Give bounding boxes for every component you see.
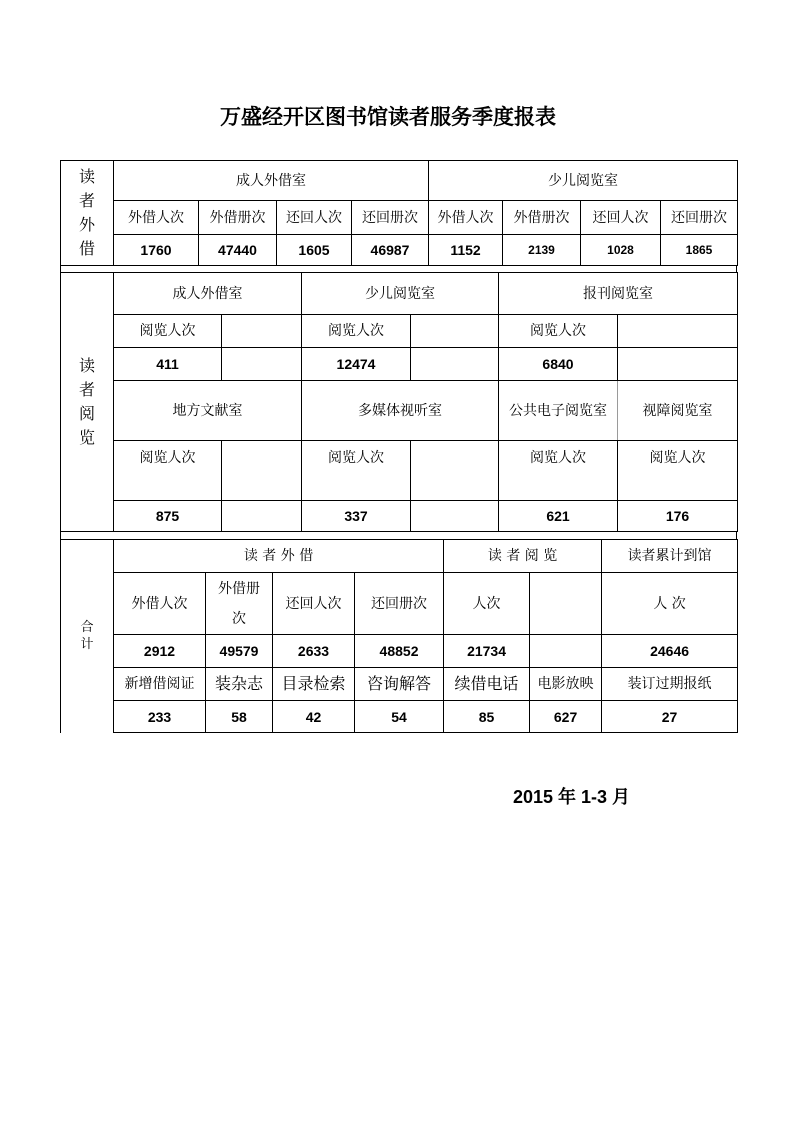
lending-header: 外借册次 xyxy=(199,201,277,235)
reading-room-adult: 成人外借室 xyxy=(114,273,302,315)
reading-room-children: 少儿阅览室 xyxy=(302,273,499,315)
reading-room-e-reading: 公共电子阅览室 xyxy=(499,381,618,441)
service-value: 233 xyxy=(114,701,206,733)
empty-cell xyxy=(411,315,499,348)
totals-value: 2912 xyxy=(114,635,206,668)
empty-cell xyxy=(530,635,602,668)
lending-header: 还回人次 xyxy=(581,201,661,235)
reading-header: 阅览人次 xyxy=(499,441,618,501)
reading-header: 阅览人次 xyxy=(618,441,738,501)
service-label: 电影放映 xyxy=(530,668,602,701)
reading-value: 875 xyxy=(114,501,222,532)
totals-value: 48852 xyxy=(355,635,444,668)
lending-value: 46987 xyxy=(352,235,429,266)
service-label: 装订过期报纸 xyxy=(602,668,738,701)
lending-header: 还回人次 xyxy=(277,201,352,235)
lending-header: 外借人次 xyxy=(114,201,199,235)
reading-room-visually-impaired: 视障阅览室 xyxy=(618,381,738,441)
totals-value: 21734 xyxy=(444,635,530,668)
empty-cell xyxy=(411,348,499,381)
reading-value: 176 xyxy=(618,501,738,532)
empty-cell xyxy=(222,315,302,348)
empty-cell xyxy=(222,441,302,501)
lending-header: 外借册次 xyxy=(503,201,581,235)
reading-value: 337 xyxy=(302,501,411,532)
reading-value: 6840 xyxy=(499,348,618,381)
reading-header: 阅览人次 xyxy=(302,441,411,501)
report-title: 万盛经开区图书馆读者服务季度报表 xyxy=(220,104,556,129)
lending-value: 1605 xyxy=(277,235,352,266)
reading-value: 621 xyxy=(499,501,618,532)
service-value: 42 xyxy=(273,701,355,733)
totals-header: 还回册次 xyxy=(355,573,444,635)
totals-header-cell xyxy=(206,573,273,635)
lending-value: 1152 xyxy=(429,235,503,266)
reading-header: 阅览人次 xyxy=(114,441,222,501)
lending-group-adult: 成人外借室 xyxy=(114,161,429,201)
lending-value: 1865 xyxy=(661,235,738,266)
reading-value: 12474 xyxy=(302,348,411,381)
empty-cell xyxy=(618,348,738,381)
totals-label: 合计 xyxy=(80,620,94,653)
totals-header: 还回人次 xyxy=(273,573,355,635)
reading-header: 阅览人次 xyxy=(302,315,411,348)
reading-label: 读者阅览 xyxy=(78,356,95,447)
totals-header: 人次 xyxy=(444,573,530,635)
empty-cell xyxy=(222,501,302,532)
totals-section xyxy=(60,539,738,733)
lending-section xyxy=(60,160,738,266)
reading-value: 411 xyxy=(114,348,222,381)
lending-header: 还回册次 xyxy=(661,201,738,235)
totals-header: 外借册次 xyxy=(218,580,260,627)
service-label: 目录检索 xyxy=(273,668,355,701)
lending-header: 还回册次 xyxy=(352,201,429,235)
reading-header: 阅览人次 xyxy=(499,315,618,348)
totals-value: 49579 xyxy=(206,635,273,668)
empty-cell xyxy=(411,441,499,501)
reading-room-multimedia: 多媒体视听室 xyxy=(302,381,499,441)
totals-header: 人 次 xyxy=(602,573,738,635)
totals-value: 24646 xyxy=(602,635,738,668)
report-period: 2015 年 1-3 月 xyxy=(513,787,631,807)
lending-header: 外借人次 xyxy=(429,201,503,235)
service-label: 咨询解答 xyxy=(355,668,444,701)
empty-cell xyxy=(618,315,738,348)
service-value: 54 xyxy=(355,701,444,733)
reading-label-cell xyxy=(61,273,114,532)
lending-value: 47440 xyxy=(199,235,277,266)
empty-cell xyxy=(530,573,602,635)
lending-label: 读者外借 xyxy=(78,167,95,258)
empty-cell xyxy=(222,348,302,381)
empty-cell xyxy=(411,501,499,532)
lending-value: 2139 xyxy=(503,235,581,266)
lending-group-children: 少儿阅览室 xyxy=(429,161,738,201)
reading-section xyxy=(60,272,738,532)
service-value: 85 xyxy=(444,701,530,733)
reading-room-periodicals: 报刊阅览室 xyxy=(499,273,738,315)
service-value: 627 xyxy=(530,701,602,733)
totals-header: 外借人次 xyxy=(114,573,206,635)
service-label: 装杂志 xyxy=(206,668,273,701)
reading-header: 阅览人次 xyxy=(114,315,222,348)
service-value: 27 xyxy=(602,701,738,733)
reading-room-local-docs: 地方文献室 xyxy=(114,381,302,441)
lending-value: 1760 xyxy=(114,235,199,266)
service-label: 续借电话 xyxy=(444,668,530,701)
totals-group-lending: 读 者 外 借 xyxy=(114,540,444,573)
service-label: 新增借阅证 xyxy=(114,668,206,701)
section-divider xyxy=(60,531,737,539)
totals-value: 2633 xyxy=(273,635,355,668)
lending-label-cell xyxy=(61,161,114,266)
section-divider xyxy=(60,265,737,272)
service-value: 58 xyxy=(206,701,273,733)
lending-value: 1028 xyxy=(581,235,661,266)
totals-group-visits: 读者累计到馆 xyxy=(602,540,738,573)
totals-group-reading: 读 者 阅 览 xyxy=(444,540,602,573)
totals-label-cell xyxy=(61,540,114,733)
